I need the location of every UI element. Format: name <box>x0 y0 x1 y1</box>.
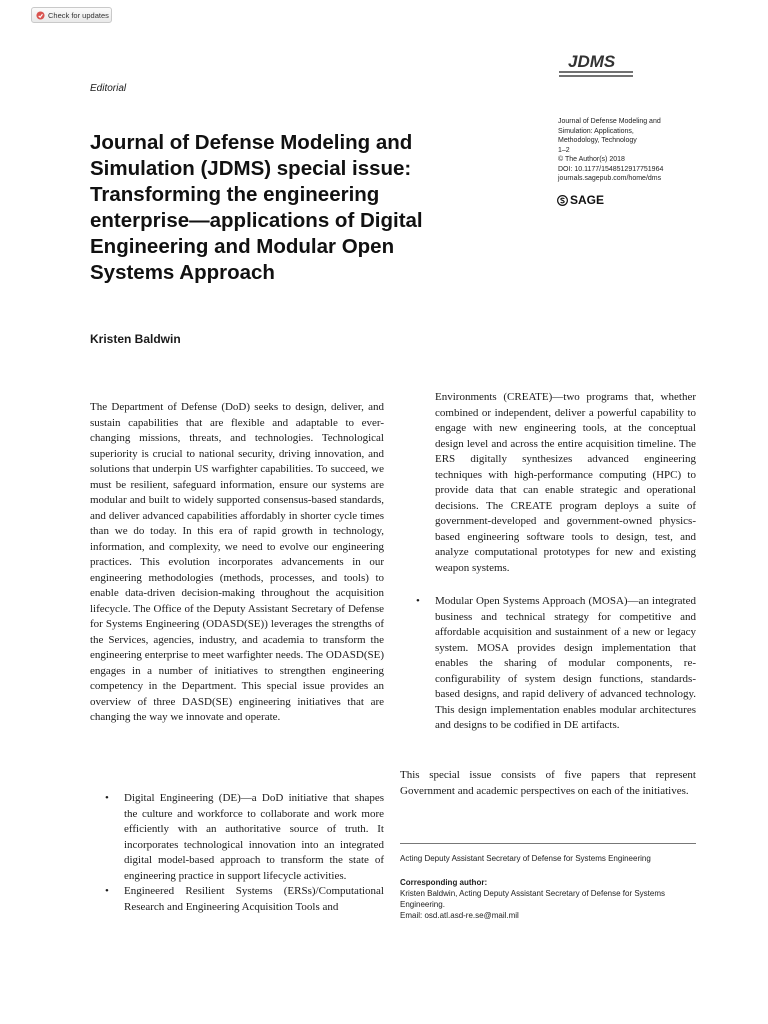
list-item <box>416 594 696 734</box>
initiatives-list-right <box>416 594 696 734</box>
journal-logo-text: JDMS <box>568 52 616 71</box>
journal-info <box>558 117 698 184</box>
author-affiliation: Acting Deputy Assistant Secretary of Defense for Systems Engineering <box>400 854 651 863</box>
footnote <box>400 853 696 921</box>
journal-info-line: Journal of Defense Modeling and <box>558 118 661 125</box>
publisher-logo-text: SAGE <box>570 193 605 207</box>
corresponding-author-label: Corresponding author: <box>400 878 488 887</box>
corresponding-author-details: Kristen Baldwin, Acting Deputy Assistant Secretary of Defense for Systems Engineering. <box>400 889 666 909</box>
section-label: Editorial <box>90 83 127 94</box>
sage-s-icon <box>557 195 568 206</box>
author-email-link[interactable]: Email: osd.atl.asd-re.se@mail.mil <box>400 911 519 920</box>
journal-logo <box>559 50 633 80</box>
list-item-text: Digital Engineering (DE)—a DoD initiative that shapes the culture and workforce to collaborate and work more efficiently with an authoritative source of truth. It incorporates technological innovation into an integrated digital model-based approach to transform the state of engineering practice in support lifecycle activities. <box>124 792 384 882</box>
journal-info-line: © The Author(s) 2018 <box>558 156 625 163</box>
refresh-icon <box>36 11 45 20</box>
list-item-text: Modular Open Systems Approach (MOSA)—an integrated business and technical strategy for competitive and affordable acquisition and sustainment of a new or legacy system. MOSA provides design implementation that enables the sharing of modular components, re-configurability of system design functions, standards-based designs, and rapid delivery of advanced technology. This design implementation enables modular architectures and designs to be codified in DE artifacts. <box>435 595 696 731</box>
journal-url-link[interactable]: journals.sagepub.com/home/dms <box>558 175 662 182</box>
bullet-icon: • <box>105 885 109 897</box>
journal-info-line: Methodology, Technology <box>558 137 637 144</box>
check-for-updates-label: Check for updates <box>48 10 109 20</box>
bullet-icon: • <box>105 792 109 804</box>
journal-info-line: 1–2 <box>558 146 570 154</box>
author-name: Kristen Baldwin <box>90 332 181 346</box>
list-item <box>105 791 384 884</box>
initiatives-list-left <box>105 791 384 915</box>
article-title: Journal of Defense Modeling and Simulation (JDMS) special issue: Transforming the engineering enterprise—applications of Digital Engineering and Modular Open Systems Approach <box>90 131 423 284</box>
doi-link[interactable]: DOI: 10.1177/1548512917751964 <box>558 165 664 173</box>
footnote-divider <box>400 843 696 844</box>
bullet-continuation: Environments (CREATE)—two programs that, whether combined or independent, deliver a powerful capability to engage with new engineering tools, at the conceptual design level and across the entire acquisition timeline. The ERS digitally synthesizes advanced engineering techniques with high-performance computing (HPC) to provide data that can enable strategic and operational decisions. The CREATE program deploys a suite of government-developed and government-owned physics-based engineering software tools to design, test, and analyze computational prototypes for new and existing weapon systems. <box>435 391 696 574</box>
intro-paragraph: The Department of Defense (DoD) seeks to design, deliver, and sustain capabilities that are flexible and adaptable to ever-changing missions, threats, and technologies. Technological superiority is crucial to national security, driving innovation, and solutions that underpin US warfighter capabilities. To succeed, we must be resilient, safeguard information, ensure our systems are modular and built to widely supported consensus-based standards, and deliver advanced capabilities affordably in shorter cycle times than we do today. In this era of rapid growth in technology, information, and complexity, we need to evolve our engineering practices. This evolution incorporates advancements in our engineering methodologies (methods, processes, and tools) to enable data-driven decision-making throughout the acquisition lifecycle. The Office of the Deputy Assistant Secretary of Defense for Systems Engineering (ODASD(SE)) leverages the strengths of the Services, agencies, industry, and academia to transform the engineering enterprise to meet warfighter needs. The ODASD(SE) engages in a number of initiatives to strengthen engineering competency in the Department. This special issue provides an overview of three DASD(SE) engineering initiatives that are changing the way we innovate and operate. <box>90 401 384 723</box>
conclusion-paragraph: This special issue consists of five papers that represent Government and academic perspectives on each of the initiatives. <box>400 769 696 797</box>
journal-info-line: Simulation: Applications, <box>558 127 634 135</box>
list-item-text: Engineered Resilient Systems (ERSs)/Computational Research and Engineering Acquisition Tools and <box>124 885 384 913</box>
check-for-updates-button[interactable] <box>31 7 112 23</box>
bullet-icon: • <box>416 595 420 607</box>
publisher-logo <box>557 193 604 207</box>
list-item <box>105 884 384 915</box>
